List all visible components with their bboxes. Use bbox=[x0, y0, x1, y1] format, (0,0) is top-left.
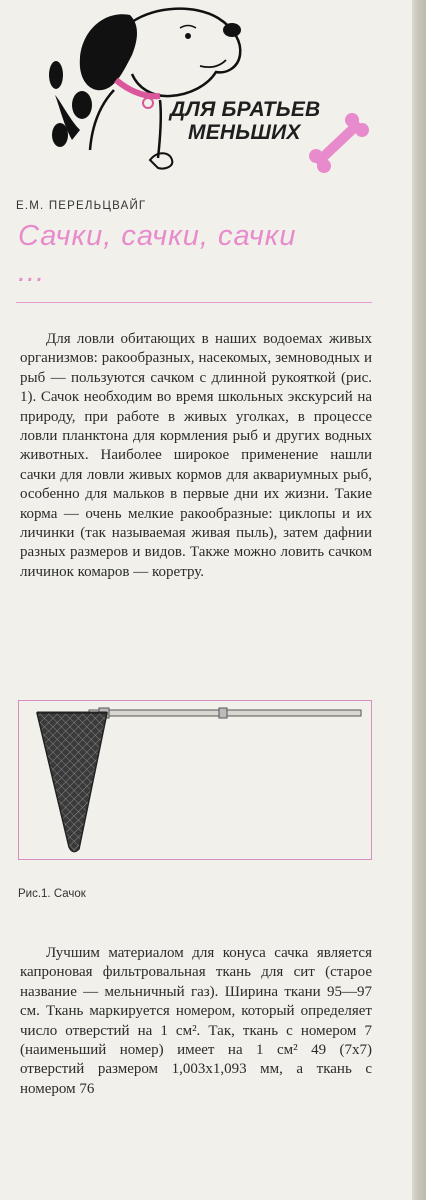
page-edge bbox=[412, 0, 426, 1200]
article-title: Сачки, сачки, сачки ... bbox=[18, 220, 297, 288]
dog-illustration bbox=[20, 0, 380, 185]
paragraph-2-text: Лучшим материалом для конуса сачка является капроновая фильтровальная ткань для сит (старое название — мельничный газ). Ширина ткани 95—97 см. Ткань маркируется номером, который определяет число отверстий на 1 см². Так, ткань с номером 7 (наименьший номер) имеет на 1 см² 49 (7х7) отверстий размером 1,003х1,093 мм, а ткань с номером 76 bbox=[20, 945, 372, 1097]
paragraph-2 bbox=[20, 944, 372, 1099]
net-illustration bbox=[19, 701, 370, 858]
rubric-line-1: ДЛЯ БРАТЬЕВ bbox=[170, 98, 321, 121]
title-divider bbox=[16, 302, 372, 303]
article-author: Е.М. ПЕРЕЛЬЦВАЙГ bbox=[16, 200, 147, 212]
paragraph-1-text: Для ловли обитающих в наших водоемах живых организмов: ракообразных, насекомых, земноводных и рыб — пользуются сачком с длинной рукояткой (рис. 1). Сачок необходим во время школьных экскурсий на природу, при работе в живых уголках, в процессе ловли планктона для кормления рыб и других водных животных. Наиболее широкое применение нашли сачки для ловли живых кормов для аквариумных рыб, особенно для мальков в первые дни их жизни. Такие корма — очень мелкие ракообразные: циклопы и их личинки (так называемая живая пыль), затем дафнии разных размеров и видов. Также можно ловить сачком личинок комаров — коретру. bbox=[20, 331, 372, 580]
figure-caption: Рис.1. Сачок bbox=[18, 888, 86, 900]
rubric-line-2: МЕНЬШИХ bbox=[188, 121, 301, 144]
section-rubric bbox=[170, 98, 370, 144]
paragraph-1 bbox=[20, 330, 372, 582]
figure-1 bbox=[18, 700, 372, 860]
